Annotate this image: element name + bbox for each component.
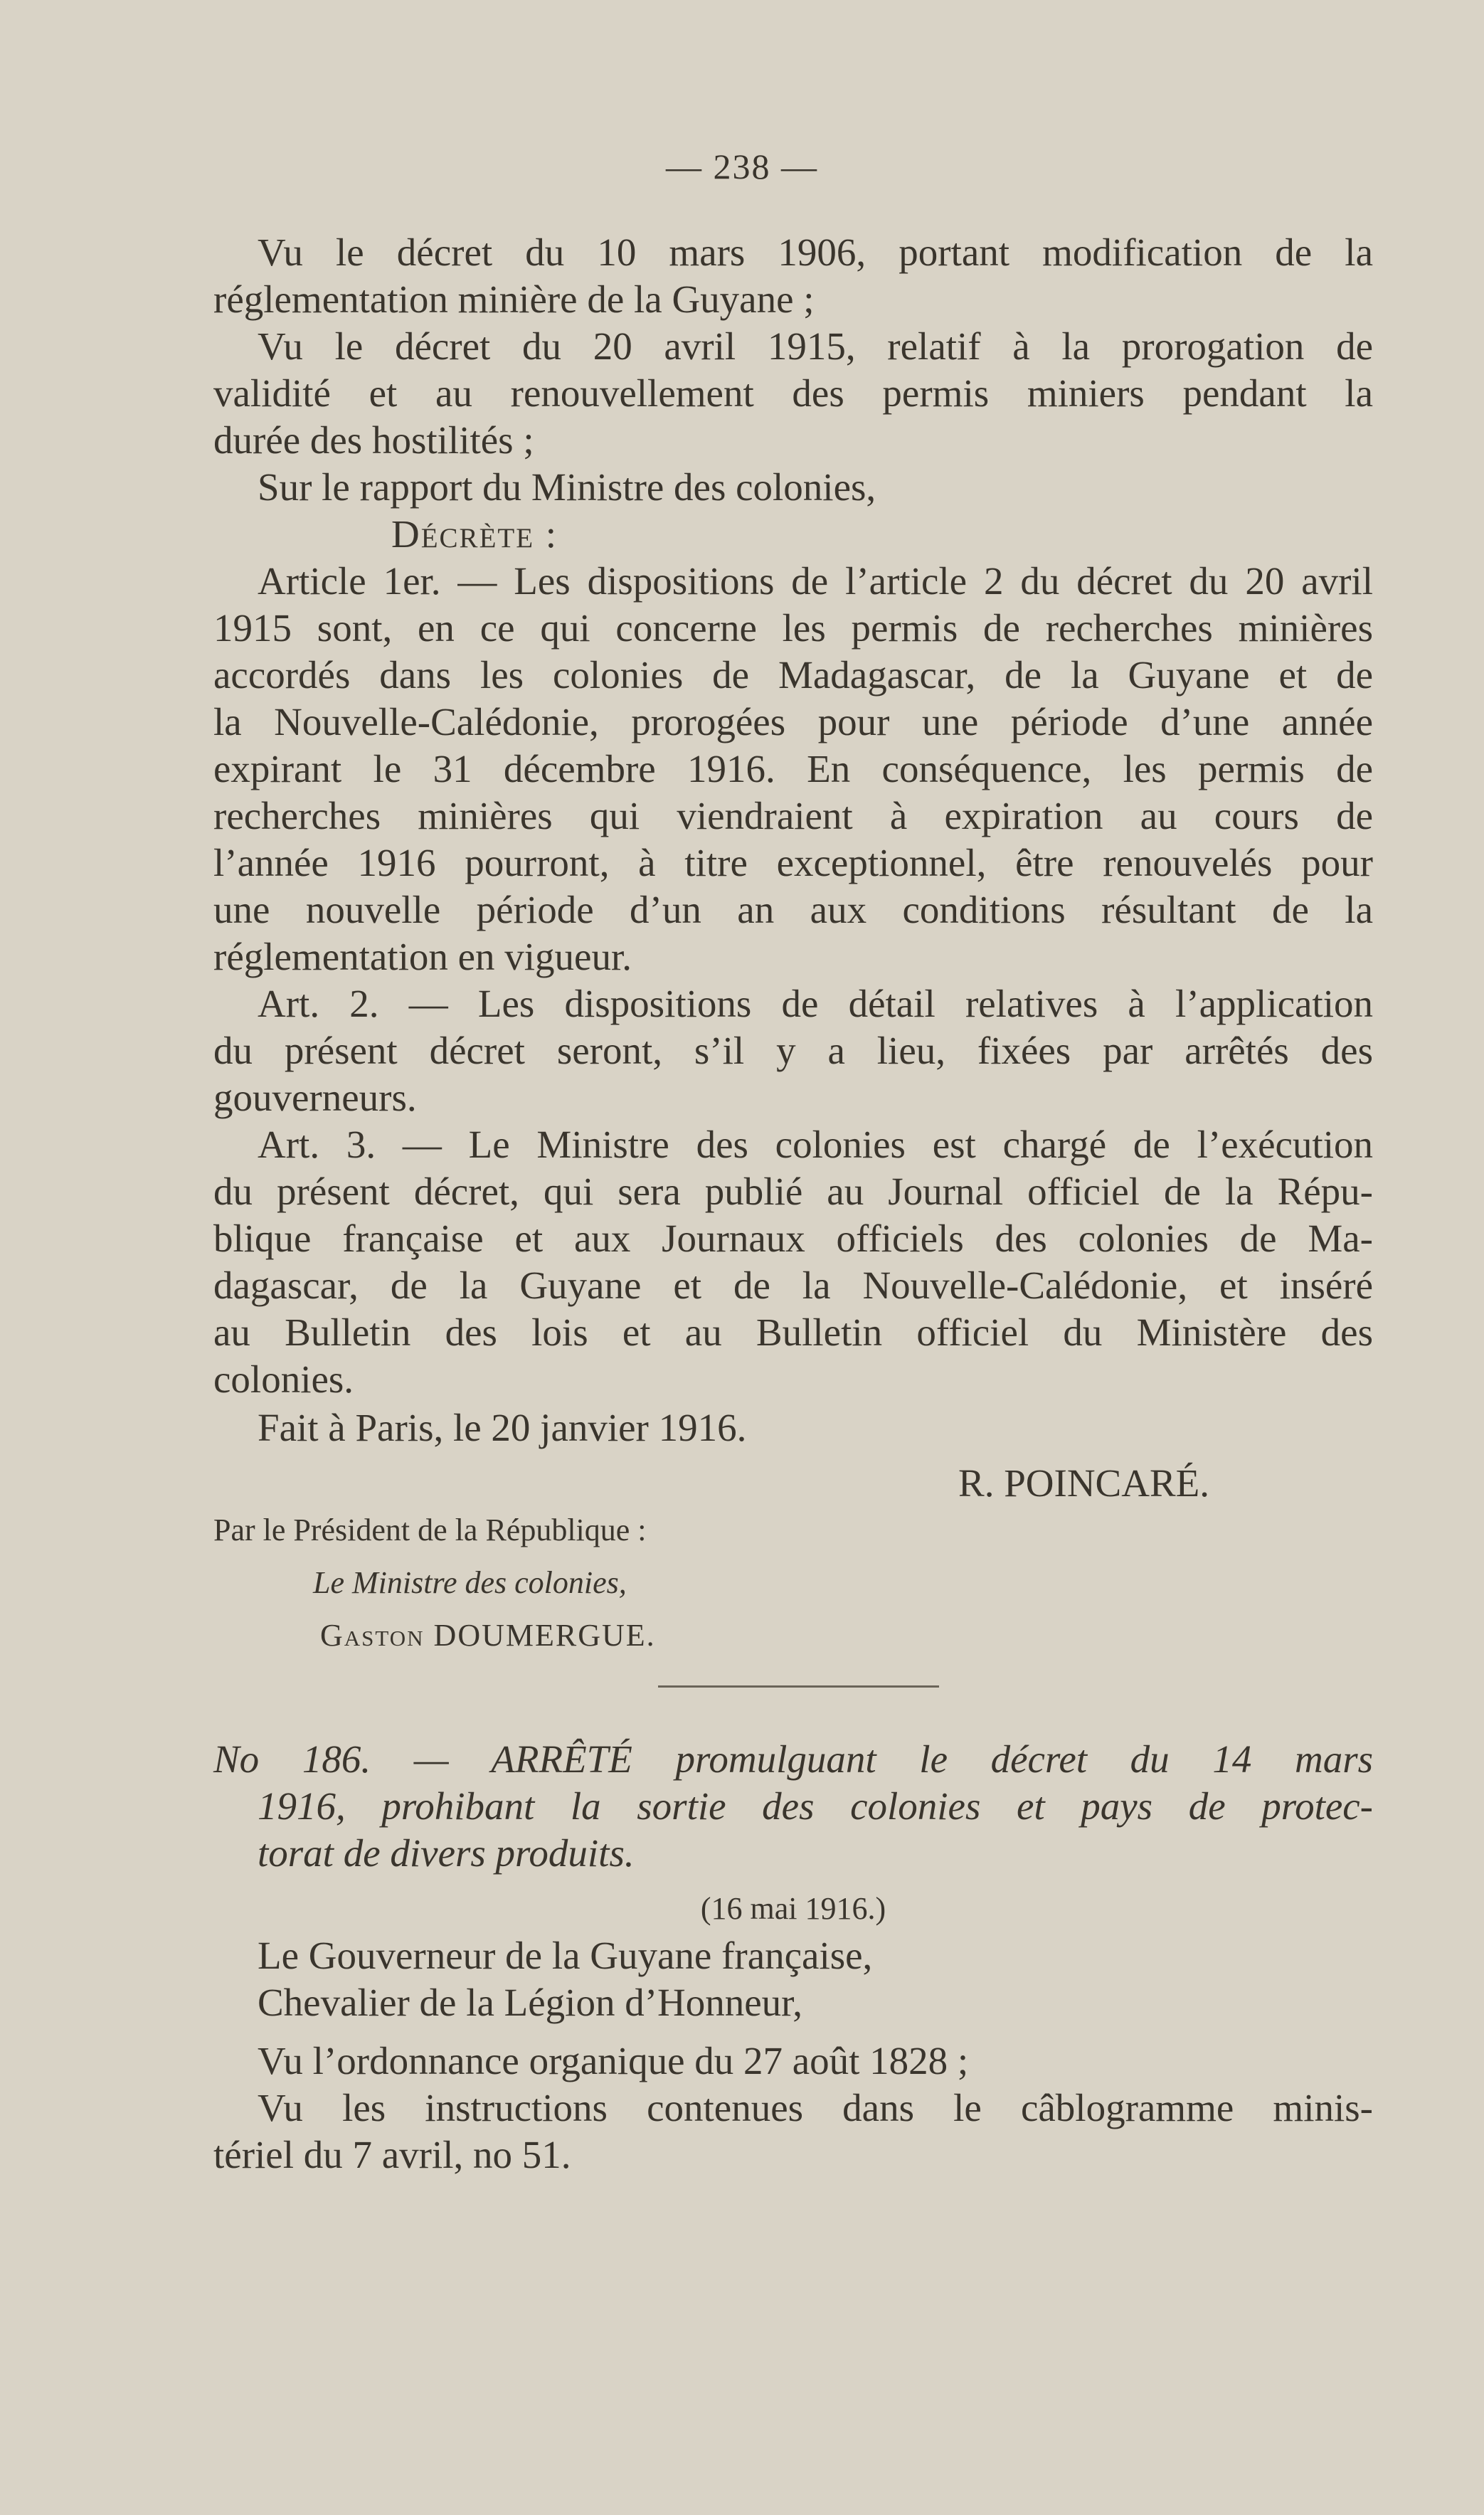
text-line: au Bulletin des lois et au Bulletin officiel du Ministère des (213, 1311, 1373, 1354)
signature: R. POINCARÉ. (958, 1461, 1209, 1505)
by-president: Par le Président de la République : (213, 1513, 647, 1547)
text-line: la Nouvelle-Calédonie, prorogées pour une période d’une année (213, 700, 1373, 743)
minister-name: Gaston DOUMERGUE. (320, 1618, 656, 1653)
text-line: durée des hostilités ; (213, 418, 534, 462)
text-line: Vu l’ordonnance organique du 27 août 1828 ; (258, 2039, 969, 2082)
text-line: gouverneurs. (213, 1076, 417, 1119)
arrete-title-line: 1916, prohibant la sortie des colonies et pays de protec- (258, 1784, 1373, 1828)
text-line: du présent décret seront, s’il y a lieu, fixées par arrêtés des (213, 1029, 1373, 1072)
text-line: Vu les instructions contenues dans le câblogramme minis- (258, 2086, 1373, 2129)
text-line: accordés dans les colonies de Madagascar, de la Guyane et de (213, 653, 1373, 697)
arrete-date: (16 mai 1916.) (700, 1891, 886, 1926)
done-at-line: Fait à Paris, le 20 janvier 1916. (258, 1406, 747, 1449)
text-line: colonies. (213, 1357, 354, 1401)
text-line: réglementation minière de la Guyane ; (213, 277, 815, 321)
text-line: Sur le rapport du Ministre des colonies, (258, 465, 876, 509)
decree-heading: Décrète : (391, 512, 558, 556)
text-line: recherches minières qui viendraient à expiration au cours de (213, 794, 1373, 837)
text-line: réglementation en vigueur. (213, 935, 632, 978)
text-line: du présent décret, qui sera publié au Journal officiel de la Répu- (213, 1170, 1373, 1213)
text-line: Vu le décret du 10 mars 1906, portant modification de la (258, 231, 1373, 274)
arrete-title-line: torat de divers produits. (258, 1831, 635, 1875)
text-line: Art. 3. — Le Ministre des colonies est chargé de l’exécution (258, 1123, 1373, 1166)
page-number: — 238 — (666, 147, 818, 186)
text-line: une nouvelle période d’un an aux conditions résultant de la (213, 888, 1373, 931)
text-line: validité et au renouvellement des permis miniers pendant la (213, 371, 1373, 415)
governor-line: Le Gouverneur de la Guyane française, (258, 1934, 873, 1977)
text-line: expirant le 31 décembre 1916. En conséquence, les permis de (213, 747, 1373, 790)
governor-line: Chevalier de la Légion d’Honneur, (258, 1981, 802, 2024)
text-line: 1915 sont, en ce qui concerne les permis de recherches minières (213, 606, 1373, 650)
text-line: Article 1er. — Les dispositions de l’article 2 du décret du 20 avril (258, 559, 1373, 603)
text-line: blique française et aux Journaux officiels des colonies de Ma- (213, 1217, 1373, 1260)
minister-title: Le Ministre des colonies, (313, 1565, 627, 1600)
arrete-title-line: No 186. — ARRÊTÉ promulguant le décret du 14 mars (213, 1737, 1373, 1781)
text-line: l’année 1916 pourront, à titre exceptionnel, être renouvelés pour (213, 841, 1373, 884)
text-line: Art. 2. — Les dispositions de détail relatives à l’application (258, 982, 1373, 1025)
section-divider (658, 1685, 939, 1688)
text-line: tériel du 7 avril, no 51. (213, 2133, 571, 2176)
text-line: dagascar, de la Guyane et de la Nouvelle-Calédonie, et inséré (213, 1264, 1373, 1307)
text-line: Vu le décret du 20 avril 1915, relatif à la prorogation de (258, 324, 1373, 368)
